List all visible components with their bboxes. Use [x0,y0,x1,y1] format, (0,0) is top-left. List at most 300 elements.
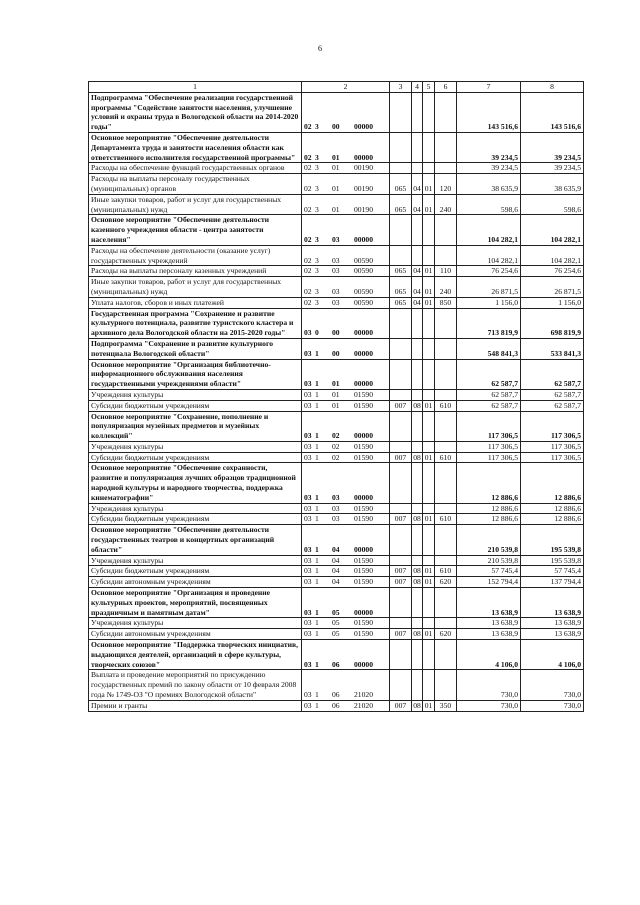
row-subsection-code [423,215,435,245]
row-section-code: 04 [412,174,423,195]
row-section-code [412,163,423,174]
row-expense-type-code: 610 [435,566,457,577]
row-name: Выплата и проведение мероприятий по присуждению государственных премий по закону области от 10 февраля 2008 года № 1749-ОЗ "О премиях Вологодской области" [89,670,302,700]
code-segment: 00000 [354,348,373,358]
row-ministry-code [390,245,412,266]
row-expense-type-code [435,245,457,266]
row-amount-col8: 117 306,5 [521,452,584,463]
code-segment: 00590 [354,266,373,276]
code-segment: 02 [332,452,340,462]
code-segment: 00000 [354,122,373,132]
code-segment: 03 [304,659,312,669]
row-classification-code [302,577,390,588]
table-row [89,132,584,162]
code-segment: 03 [304,555,312,565]
row-section-code: 08 [413,566,421,576]
row-amount-col7: 38 635,9 [457,174,521,195]
row-amount-col8: 57 745,4 [521,566,584,577]
code-segment: 01590 [354,400,373,410]
row-classification-code [302,411,390,441]
row-amount-col8: 143 516,6 [521,92,584,132]
row-amount-col8: 117 306,5 [521,411,584,441]
code-segment: 02 [304,297,312,307]
row-amount-col7: 12 886,6 [457,514,521,525]
code-segment: 03 [332,234,340,244]
row-subsection-code: 01 [423,629,435,640]
row-amount-col8: 62 587,7 [521,400,584,411]
row-amount-col8: 62 587,7 [521,359,584,389]
code-segment: 03 [304,629,312,639]
code-segment: 02 [304,183,312,193]
table-row [89,463,584,503]
row-amount-col8: 38 635,9 [521,174,584,195]
row-expense-type-code: 620 [435,629,457,640]
code-segment: 01590 [354,555,373,565]
code-segment: 01590 [354,618,373,628]
row-subsection-code: 01 [423,400,435,411]
row-ministry-code [390,308,412,338]
row-subsection-code [423,670,435,700]
row-amount-col7: 62 587,7 [457,359,521,389]
row-amount-col7: 26 871,5 [457,277,521,298]
row-amount-col7: 39 234,5 [457,132,521,162]
row-ministry-code [390,640,412,670]
code-segment: 00190 [354,183,373,193]
code-segment: 03 [332,297,340,307]
code-segment: 01590 [354,566,373,576]
row-amount-col7: 210 539,8 [457,525,521,555]
row-name: Премии и гранты [89,700,302,711]
table-row [89,525,584,555]
code-segment: 21020 [354,690,373,700]
row-classification-code [302,588,390,618]
row-ministry-code [390,503,412,514]
row-ministry-code: 007 [390,700,412,711]
row-name: Уплата налогов, сборов и иных платежей [89,297,302,308]
table-row [89,700,584,711]
code-segment: 1 [315,514,319,524]
code-segment: 06 [332,690,340,700]
row-name: Субсидии бюджетным учреждениям [89,400,302,411]
code-segment: 03 [304,577,312,587]
code-segment: 03 [304,514,312,524]
row-name: Субсидии бюджетным учреждениям [89,514,302,525]
table-row [89,245,584,266]
row-name: Основное мероприятие "Обеспечение деятельности государственных театров и концертных организаций области" [89,525,302,555]
row-subsection-code: 01 [423,277,435,298]
row-amount-col8: 195 539,8 [521,555,584,566]
code-segment: 01590 [354,514,373,524]
row-name: Иные закупки товаров, работ и услуг для государственных (муниципальных) нужд [89,194,302,215]
row-classification-code [302,452,390,463]
code-segment: 1 [315,566,319,576]
row-amount-col8: 137 794,4 [521,577,584,588]
row-section-code: 04 [413,266,421,276]
row-amount-col7: 12 886,6 [457,463,521,503]
row-name: Подпрограмма "Обеспечение реализации государственной программы "Содействие занятости населения, улучшение условий и охраны труда в Вологодской области на 2014-2020 годы" [89,92,302,132]
code-segment: 01590 [354,503,373,513]
row-amount-col8: 13 638,9 [521,629,584,640]
code-segment: 00000 [354,234,373,244]
row-classification-code [302,555,390,566]
code-segment: 01 [332,183,340,193]
code-segment: 00 [332,122,340,132]
code-segment: 03 [304,431,312,441]
table-header-row [89,82,584,93]
row-classification-code [302,194,390,215]
budget-table [88,81,584,712]
row-classification-code [302,245,390,266]
code-segment: 01590 [354,389,373,399]
code-segment: 00 [332,328,340,338]
row-ministry-code [390,555,412,566]
code-segment: 1 [315,629,319,639]
row-classification-code [302,389,390,400]
row-ministry-code: 065 [390,174,412,195]
table-row [89,514,584,525]
code-segment: 00590 [354,286,373,296]
table-row [89,411,584,441]
row-amount-col8: 12 886,6 [521,514,584,525]
row-classification-code [302,266,390,277]
row-section-code: 04 [412,194,423,215]
code-segment: 03 [332,492,340,502]
row-subsection-code [423,555,435,566]
row-expense-type-code [435,588,457,618]
code-segment: 00000 [354,379,373,389]
code-segment: 00590 [354,297,373,307]
row-expense-type-code: 620 [435,577,457,588]
row-section-code: 08 [413,629,421,639]
code-segment: 1 [315,503,319,513]
row-expense-type-code: 610 [435,400,457,411]
row-amount-col7: 730,0 [457,670,521,700]
code-segment: 00000 [354,328,373,338]
row-ministry-code [390,389,412,400]
header-cell: 8 [521,82,584,93]
table-row [89,629,584,640]
row-amount-col7: 104 282,1 [457,245,521,266]
code-segment: 03 [304,400,312,410]
row-name: Расходы на выплаты персоналу государственных (муниципальных) органов [89,174,302,195]
code-segment: 06 [332,659,340,669]
row-section-code: 08 [413,400,421,410]
code-segment: 03 [304,503,312,513]
row-subsection-code: 01 [423,297,435,308]
row-amount-col7: 117 306,5 [457,441,521,452]
code-segment: 03 [304,492,312,502]
row-ministry-code [390,411,412,441]
code-segment: 00000 [354,659,373,669]
row-amount-col7: 62 587,7 [457,389,521,400]
row-subsection-code [423,525,435,555]
row-expense-type-code: 350 [435,700,457,711]
code-segment: 00190 [354,163,373,173]
code-segment: 01590 [354,452,373,462]
row-expense-type-code: 240 [435,194,457,215]
row-ministry-code [390,588,412,618]
row-expense-type-code [435,132,457,162]
row-name: Учреждения культуры [89,441,302,452]
row-amount-col8: 1 156,0 [521,297,584,308]
row-amount-col8: 598,6 [521,194,584,215]
code-segment: 01590 [354,629,373,639]
table-row [89,588,584,618]
code-segment: 03 [304,348,312,358]
row-classification-code [302,174,390,195]
row-ministry-code [390,215,412,245]
row-subsection-code [423,245,435,266]
code-segment: 3 [315,163,319,173]
row-amount-col8: 39 234,5 [521,132,584,162]
code-segment: 3 [315,122,319,132]
code-segment: 3 [315,183,319,193]
row-amount-col7: 62 587,7 [457,400,521,411]
row-expense-type-code [435,92,457,132]
row-expense-type-code [435,670,457,700]
row-amount-col7: 210 539,8 [457,555,521,566]
row-amount-col7: 713 819,9 [457,308,521,338]
row-section-code: 04 [413,297,421,307]
row-ministry-code: 065 [390,277,412,298]
header-cell: 4 [412,82,423,93]
row-expense-type-code: 610 [435,514,457,525]
code-segment: 00000 [354,544,373,554]
code-segment: 1 [315,659,319,669]
row-ministry-code: 007 [390,566,412,577]
row-classification-code [302,514,390,525]
header-cell: 3 [390,82,412,93]
table-row [89,92,584,132]
row-name: Основное мероприятие "Организация библиотечно-информационного обслуживания населения государственными учреждениями области" [89,359,302,389]
row-subsection-code [423,588,435,618]
code-segment: 01 [332,163,340,173]
code-segment: 03 [304,618,312,628]
row-classification-code [302,640,390,670]
row-subsection-code [423,338,435,359]
code-segment: 02 [332,431,340,441]
code-segment: 1 [315,690,319,700]
row-expense-type-code [435,215,457,245]
row-expense-type-code [435,308,457,338]
code-segment: 03 [332,503,340,513]
code-segment: 04 [332,566,340,576]
code-segment: 1 [315,348,319,358]
row-classification-code [302,670,390,700]
row-expense-type-code: 110 [435,266,457,277]
page-number: 6 [318,44,322,53]
code-segment: 01 [332,400,340,410]
row-name: Учреждения культуры [89,389,302,400]
header-cell: 1 [89,82,302,93]
table-row [89,389,584,400]
header-cell: 6 [435,82,457,93]
row-amount-col7: 13 638,9 [457,618,521,629]
code-segment: 3 [315,297,319,307]
row-subsection-code [423,503,435,514]
row-ministry-code [390,163,412,174]
code-segment: 03 [332,286,340,296]
row-expense-type-code [435,389,457,400]
row-classification-code [302,277,390,298]
row-section-code: 08 [413,700,421,710]
code-segment: 1 [315,607,319,617]
code-segment: 1 [315,431,319,441]
table-row [89,359,584,389]
row-classification-code [302,215,390,245]
code-segment: 03 [332,266,340,276]
row-subsection-code: 01 [423,266,435,277]
code-segment: 00000 [354,152,373,162]
row-section-code: 04 [412,277,423,298]
row-subsection-code [423,441,435,452]
row-name: Субсидии бюджетным учреждениям [89,566,302,577]
code-segment: 01 [332,204,340,214]
row-classification-code [302,308,390,338]
code-segment: 00000 [354,431,373,441]
row-subsection-code [423,640,435,670]
row-section-code [412,588,423,618]
row-amount-col8: 104 282,1 [521,245,584,266]
table-row [89,618,584,629]
row-amount-col7: 12 886,6 [457,503,521,514]
row-amount-col7: 598,6 [457,194,521,215]
row-classification-code [302,503,390,514]
code-segment: 0 [315,328,319,338]
row-amount-col7: 104 282,1 [457,215,521,245]
row-subsection-code: 01 [423,452,435,463]
code-segment: 1 [315,544,319,554]
code-segment: 01 [332,389,340,399]
row-ministry-code: 007 [390,514,412,525]
row-expense-type-code [435,359,457,389]
row-expense-type-code [435,338,457,359]
code-segment: 00 [332,348,340,358]
row-name: Расходы на обеспечение функций государственных органов [89,163,302,174]
row-amount-col7: 13 638,9 [457,588,521,618]
code-segment: 3 [315,286,319,296]
row-ministry-code: 007 [390,629,412,640]
row-expense-type-code [435,503,457,514]
code-segment: 3 [315,234,319,244]
row-classification-code [302,441,390,452]
row-amount-col8: 117 306,5 [521,441,584,452]
row-classification-code [302,618,390,629]
row-subsection-code [423,618,435,629]
code-segment: 04 [332,555,340,565]
row-name: Основное мероприятие "Поддержка творческих инициатив, выдающихся деятелей, организаций в сфере культуры, творческих союзов" [89,640,302,670]
code-segment: 05 [332,629,340,639]
row-section-code: 08 [413,577,421,587]
code-segment: 3 [315,266,319,276]
row-amount-col8: 12 886,6 [521,503,584,514]
code-segment: 02 [304,163,312,173]
header-cell: 2 [302,82,390,93]
row-name: Учреждения культуры [89,503,302,514]
table-row [89,640,584,670]
row-classification-code [302,629,390,640]
code-segment: 04 [332,577,340,587]
code-segment: 03 [304,690,312,700]
row-amount-col7: 117 306,5 [457,411,521,441]
row-name: Подпрограмма "Сохранение и развитие культурного потенциала Вологодской области" [89,338,302,359]
code-segment: 00190 [354,204,373,214]
row-amount-col8: 76 254,6 [521,266,584,277]
row-name: Расходы на обеспечение деятельности (оказание услуг) государственных учреждений [89,245,302,266]
row-ministry-code [390,441,412,452]
row-classification-code [302,359,390,389]
row-expense-type-code [435,618,457,629]
row-amount-col8: 533 841,3 [521,338,584,359]
table-row [89,194,584,215]
row-name: Основное мероприятие "Обеспечение деятельности Департамента труда и занятости населения области как ответственного исполнителя государственной программы" [89,132,302,162]
row-amount-col8: 13 638,9 [521,588,584,618]
code-segment: 03 [304,379,312,389]
code-segment: 00000 [354,607,373,617]
row-expense-type-code [435,411,457,441]
code-segment: 03 [304,544,312,554]
code-segment: 03 [304,452,312,462]
code-segment: 00590 [354,255,373,265]
row-amount-col7: 13 638,9 [457,629,521,640]
row-classification-code [302,566,390,577]
row-section-code [412,503,423,514]
row-amount-col7: 57 745,4 [457,566,521,577]
row-name: Основное мероприятие "Сохранение, пополнение и популяризация музейных предметов и музейных коллекций" [89,411,302,441]
code-segment: 21020 [354,700,373,710]
row-classification-code [302,132,390,162]
row-amount-col7: 4 106,0 [457,640,521,670]
table-row [89,215,584,245]
row-subsection-code: 01 [423,174,435,195]
table-row [89,400,584,411]
row-section-code [412,308,423,338]
row-expense-type-code [435,463,457,503]
row-section-code [412,132,423,162]
row-amount-col7: 548 841,3 [457,338,521,359]
code-segment: 1 [315,577,319,587]
row-subsection-code [423,163,435,174]
table-row [89,555,584,566]
row-amount-col8: 4 106,0 [521,640,584,670]
table-row [89,503,584,514]
code-segment: 03 [332,514,340,524]
row-ministry-code [390,338,412,359]
code-segment: 03 [304,607,312,617]
row-section-code [412,640,423,670]
code-segment: 03 [304,441,312,451]
code-segment: 04 [332,544,340,554]
row-section-code [412,215,423,245]
code-segment: 1 [315,555,319,565]
code-segment: 1 [315,379,319,389]
code-segment: 01 [332,152,340,162]
row-expense-type-code [435,525,457,555]
row-expense-type-code [435,441,457,452]
row-classification-code [302,338,390,359]
row-amount-col8: 62 587,7 [521,389,584,400]
row-amount-col8: 12 886,6 [521,463,584,503]
table-row [89,338,584,359]
row-subsection-code [423,92,435,132]
code-segment: 1 [315,492,319,502]
code-segment: 3 [315,152,319,162]
row-amount-col8: 730,0 [521,670,584,700]
code-segment: 02 [304,152,312,162]
code-segment: 03 [332,255,340,265]
table-row [89,308,584,338]
row-amount-col7: 730,0 [457,700,521,711]
